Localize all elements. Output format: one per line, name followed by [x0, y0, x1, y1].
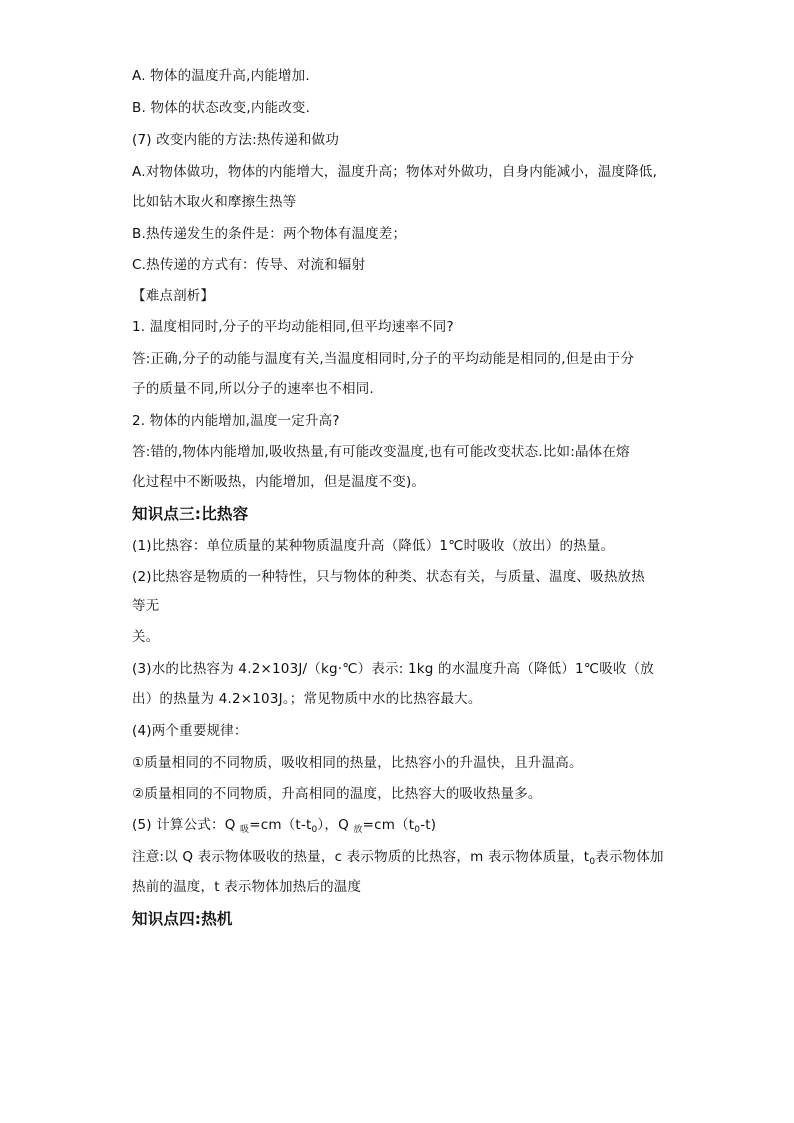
section-heading: 知识点四:热机 — [132, 910, 233, 928]
subscript: 0 — [414, 825, 421, 835]
question-line: 2. 物体的内能增加,温度一定升高? — [132, 413, 340, 429]
text-line: A. 物体的温度升高,内能增加. — [132, 68, 310, 84]
answer-line: 答:正确,分子的动能与温度有关,当温度相同时,分子的平均动能是相同的,但是由于分 — [132, 351, 635, 367]
subscript: 0 — [311, 825, 318, 835]
note-line: 热前的温度，t 表示物体加热后的温度 — [132, 879, 362, 895]
formula-text: =cm（t — [362, 817, 415, 833]
formula-text: -t) — [420, 817, 437, 833]
formula-text: ），Q — [317, 817, 354, 833]
text-line: 等无 — [132, 598, 160, 614]
text-line: 比如钻木取火和摩擦生热等 — [132, 194, 297, 210]
section-label: 【难点剖析】 — [132, 288, 215, 304]
formula-text: (5) 计算公式：Q — [132, 817, 241, 833]
text-line: (3)水的比热容为 4.2×103J/（kg·℃）表示: 1kg 的水温度升高（降低）1℃吸收（放 — [132, 661, 654, 677]
text-line: B.热传递发生的条件是：两个物体有温度差； — [132, 226, 407, 242]
subscript: 放 — [353, 825, 363, 835]
question-line: 1. 温度相同时,分子的平均动能相同,但平均速率不同? — [132, 319, 454, 335]
note-text: 表示物体加 — [595, 849, 664, 865]
formula-text: =cm（t-t — [249, 817, 312, 833]
text-line: 出）的热量为 4.2×103J。；常见物质中水的比热容最大。 — [132, 691, 482, 707]
text-line: B. 物体的状态改变,内能改变. — [132, 100, 311, 116]
subscript: 0 — [589, 857, 596, 867]
note-line — [132, 848, 664, 866]
text-line: (7) 改变内能的方法:热传递和做功 — [132, 132, 340, 148]
text-line: 关。 — [132, 629, 160, 645]
answer-line: 子的质量不同,所以分子的速率也不相同. — [132, 381, 374, 397]
text-line: (1)比热容：单位质量的某种物质温度升高（降低）1℃时吸收（放出）的热量。 — [132, 538, 615, 554]
text-line: (2)比热容是物质的一种特性，只与物体的种类、状态有关，与质量、温度、吸热放热 — [132, 569, 645, 585]
answer-line: 化过程中不断吸热，内能增加，但是温度不变)。 — [132, 474, 426, 490]
text-line: ②质量相同的不同物质，升高相同的温度，比热容大的吸收热量多。 — [132, 786, 542, 802]
text-line: C.热传递的方式有：传导、对流和辐射 — [132, 257, 366, 273]
answer-line: 答:错的,物体内能增加,吸收热量,有可能改变温度,也有可能改变状态.比如:晶体在熔 — [132, 444, 630, 460]
formula-line — [132, 816, 436, 834]
text-line: (4)两个重要规律： — [132, 723, 248, 739]
text-line: A.对物体做功，物体的内能增大，温度升高；物体对外做功，自身内能减小，温度降低, — [132, 164, 658, 180]
text-line: ①质量相同的不同物质，吸收相同的热量，比热容小的升温快，且升温高。 — [132, 755, 583, 771]
section-heading: 知识点三:比热容 — [132, 505, 249, 523]
note-text: 注意:以 Q 表示物体吸收的热量，c 表示物质的比热容，m 表示物体质量，t — [132, 849, 590, 865]
subscript: 吸 — [240, 825, 250, 835]
